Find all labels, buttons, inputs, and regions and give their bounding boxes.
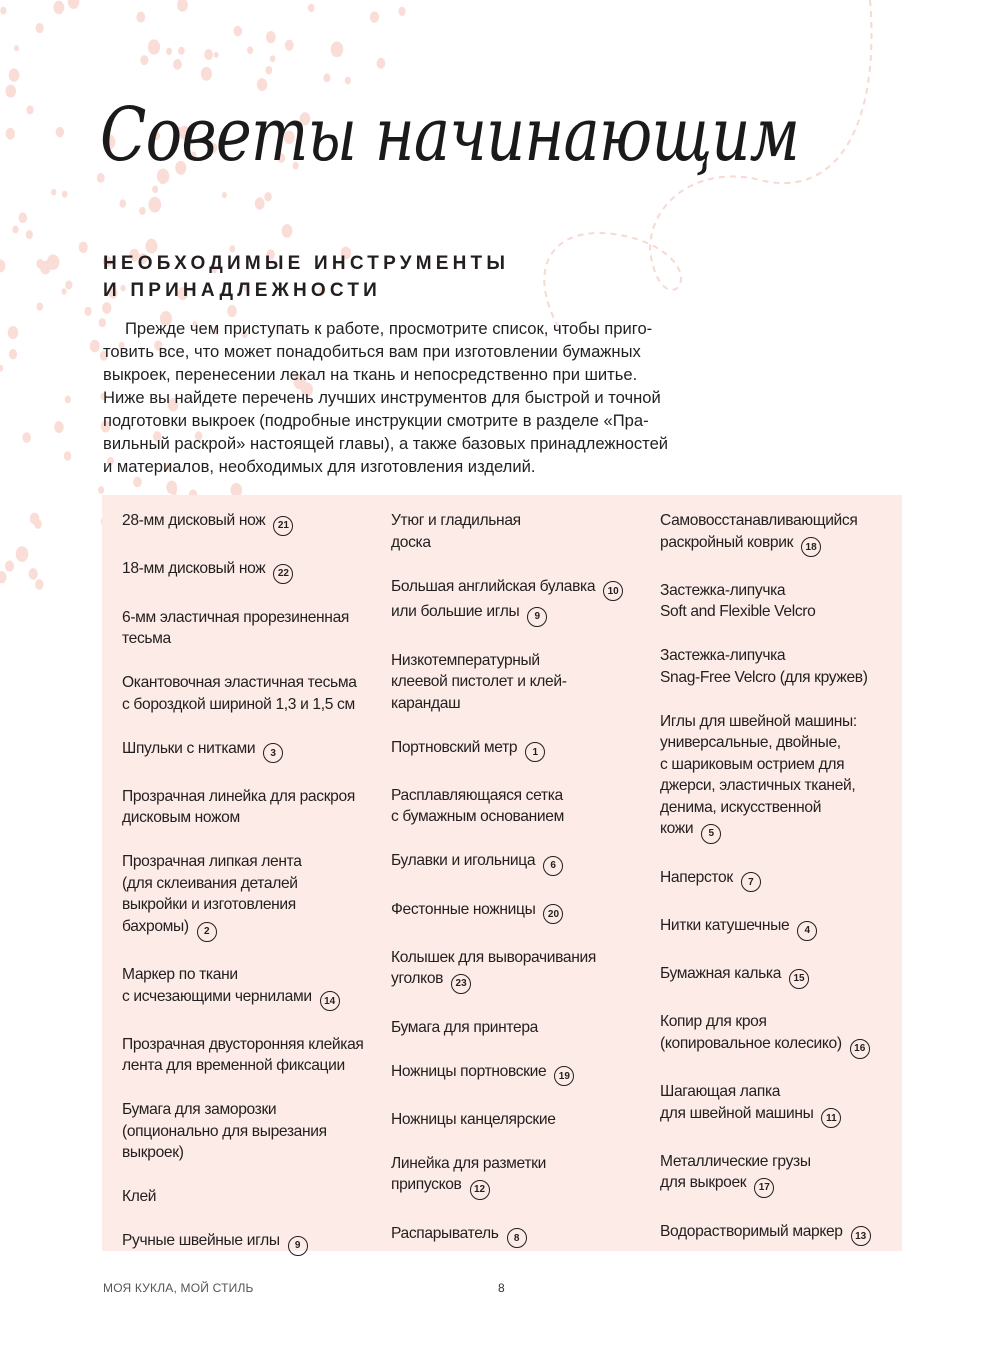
tool-item-text: Самовосстанавливающийся: [660, 512, 858, 529]
item-number-badge: 19: [554, 1066, 574, 1086]
tool-item-text: доска: [391, 533, 431, 551]
item-number-badge: 16: [850, 1039, 870, 1059]
decorative-dot: [133, 477, 141, 488]
decorative-dot: [265, 66, 272, 75]
decorative-dot: [61, 288, 66, 295]
decorative-dot: [214, 52, 219, 58]
decorative-dot: [257, 78, 267, 91]
tool-item-text: Низкотемпературный: [391, 651, 540, 669]
item-number-badge: 13: [851, 1226, 871, 1246]
decorative-dot: [0, 7, 6, 15]
item-number-badge: 21: [273, 516, 293, 536]
tool-item-text: 18-мм дисковый нож: [122, 560, 266, 578]
decorative-dot: [270, 55, 276, 62]
tool-list-item: [660, 510, 900, 557]
decorative-dot: [136, 12, 145, 23]
decorative-dot: [79, 242, 88, 254]
decorative-dot: [34, 519, 42, 528]
item-number-badge: 8: [507, 1228, 527, 1248]
tool-item-text: 6-мм эластичная прорезиненная: [122, 608, 349, 626]
intro-line: Ниже вы найдете перечень лучших инструментов для быстрой и точной: [103, 388, 661, 407]
decorative-dot: [331, 42, 344, 58]
page-title: Советы начинающим: [100, 92, 800, 178]
tool-item-text: припусков: [391, 1176, 462, 1194]
tool-item-text: (для склеивания деталей: [122, 874, 298, 892]
tool-list-item: [660, 1151, 900, 1198]
decorative-dot: [255, 197, 265, 209]
tool-list-item: [391, 510, 651, 553]
tool-item-text: Нитки катушечные: [660, 916, 790, 934]
tool-item-text: бахромы): [122, 917, 189, 935]
tool-list-item: [660, 645, 900, 688]
decorative-dot: [0, 571, 7, 583]
tool-item-text: выкроек): [122, 1144, 184, 1162]
tool-item-text: выкройки и изготовления: [122, 896, 296, 914]
tool-item-text: Иглы для швейной машины:: [660, 712, 857, 730]
decorative-dot: [26, 230, 33, 239]
tools-column-1: [122, 510, 382, 1256]
tool-list-item: [660, 580, 900, 623]
item-number-badge: 14: [320, 991, 340, 1011]
tool-list-item: [122, 1186, 382, 1208]
section-heading: [103, 250, 509, 304]
item-number-badge: 9: [527, 607, 547, 627]
decorative-dot: [9, 349, 17, 359]
tool-list-item: [660, 711, 900, 844]
decorative-dot: [266, 31, 276, 43]
decorative-dot: [56, 127, 64, 138]
item-number-badge: 22: [273, 564, 293, 584]
decorative-dot: [65, 396, 71, 404]
section-heading-line: И ПРИНАДЛЕЖНОСТИ: [103, 280, 381, 301]
tools-column-3: [660, 510, 900, 1246]
item-number-badge: 6: [543, 856, 563, 876]
tool-item-text: дисковым ножом: [122, 809, 240, 827]
item-number-badge: 18: [801, 537, 821, 557]
decorative-dot: [9, 68, 20, 81]
tool-list-item: [122, 738, 382, 764]
tool-list-item: [660, 1081, 900, 1128]
tool-item-text: Застежка-липучка: [660, 647, 786, 665]
item-number-badge: 3: [263, 743, 283, 763]
item-number-badge: 12: [470, 1180, 490, 1200]
tool-item-text: Бумага для заморозки: [122, 1101, 277, 1119]
tools-column-2: [391, 510, 651, 1248]
tool-item-text: уголков: [391, 970, 444, 988]
tool-list-item: [122, 672, 382, 715]
decorative-dot: [152, 44, 158, 51]
tool-item-text: с исчезающими чернилами: [122, 987, 312, 1005]
tool-item-text: с бумажным основанием: [391, 808, 564, 826]
tool-item-text: универсальные, двойные,: [660, 734, 841, 752]
item-number-badge: 1: [525, 742, 545, 762]
tool-item-text: Ножницы канцелярские: [391, 1110, 556, 1128]
decorative-dot: [84, 307, 91, 316]
tool-item-text: Линейка для разметки: [391, 1154, 546, 1172]
tool-item-text: для выкроек: [660, 1174, 747, 1192]
item-number-badge: 4: [797, 921, 817, 941]
decorative-dot: [222, 192, 227, 198]
tool-item-text: раскройный коврик: [660, 533, 794, 551]
tool-item-text: карандаш: [391, 694, 461, 712]
tool-list-item: [391, 1017, 651, 1039]
tool-item-text: лента для временной фиксации: [122, 1057, 345, 1075]
intro-line: подготовки выкроек (подробные инструкции смотрите в разделе «Пра-: [103, 411, 649, 430]
footer-book-title: МОЯ КУКЛА, МОЙ СТИЛЬ: [103, 1281, 254, 1295]
decorative-dot: [36, 259, 44, 269]
section-heading-line: НЕОБХОДИМЫЕ ИНСТРУМЕНТЫ: [103, 253, 510, 274]
tool-item-text: Утюг и гладильная: [391, 512, 521, 529]
tool-list-item: [391, 785, 651, 828]
decorative-dot: [177, 0, 188, 12]
decorative-dot: [5, 561, 14, 572]
decorative-dot: [173, 59, 182, 70]
tool-list-item: [122, 851, 382, 941]
tool-item-text: Фестонные ножницы: [391, 900, 536, 918]
tool-item-text: Маркер по ткани: [122, 966, 238, 983]
item-number-badge: 17: [754, 1178, 774, 1198]
intro-paragraph: [103, 317, 693, 478]
tool-item-text: Прозрачная липкая лента: [122, 853, 302, 871]
tool-item-text: (опционально для вырезания: [122, 1122, 327, 1140]
decorative-dot: [264, 192, 271, 201]
tool-list-item: [391, 947, 651, 994]
tool-item-text: Ручные швейные иглы: [122, 1232, 280, 1250]
tool-item-text: тесьма: [122, 630, 171, 647]
decorative-dot: [8, 326, 18, 339]
tool-item-text: Копир для кроя: [660, 1013, 767, 1031]
decorative-dot: [29, 568, 38, 580]
decorative-dot: [6, 128, 15, 140]
tool-list-item: [391, 650, 651, 715]
tools-list-box: [102, 495, 902, 1251]
decorative-dot: [152, 186, 158, 194]
decorative-dot: [16, 546, 29, 562]
decorative-dot: [68, 0, 80, 9]
tool-list-item: [660, 1011, 900, 1058]
tool-list-item: [122, 607, 382, 650]
item-number-badge: 11: [821, 1108, 841, 1128]
item-number-badge: 5: [701, 824, 721, 844]
decorative-dot: [51, 189, 56, 196]
decorative-dot: [6, 85, 16, 98]
tool-list-item: [122, 1099, 382, 1164]
tool-item-text: Металлические грузы: [660, 1152, 811, 1170]
tool-item-text: Клей: [122, 1188, 157, 1206]
tool-item-text: Шпульки с нитками: [122, 739, 256, 757]
tool-list-item: [122, 1230, 382, 1256]
tool-item-text: Окантовочная эластичная тесьма: [122, 674, 357, 691]
tool-item-text: Шагающая лапка: [660, 1083, 781, 1100]
decorative-dot: [64, 451, 72, 461]
decorative-dot: [282, 224, 293, 238]
tool-list-item: [122, 558, 382, 584]
tool-item-text: Прозрачная двусторонняя клейкая: [122, 1035, 364, 1053]
tool-item-text: с бороздкой шириной 1,3 и 1,5 см: [122, 695, 355, 713]
tool-list-item: [391, 899, 651, 925]
decorative-dot: [227, 305, 237, 317]
decorative-dot: [22, 432, 30, 443]
intro-line: выкроек, перенесении лекал на ткань и непосредственно при шитье.: [103, 365, 638, 384]
tool-list-item: [122, 1034, 382, 1077]
item-number-badge: 9: [288, 1236, 308, 1256]
tool-list-item: [391, 850, 651, 876]
tool-item-text: кожи: [660, 820, 694, 838]
tool-item-text: Колышек для выворачивания: [391, 948, 596, 966]
intro-line: и материалов, необходимых для изготовления изделий.: [103, 457, 536, 476]
tool-list-item: [391, 576, 651, 628]
decorative-dot: [204, 49, 213, 60]
tool-list-item: [660, 915, 900, 941]
decorative-dot: [35, 579, 43, 590]
tool-item-text: Булавки и игольница: [391, 852, 536, 870]
decorative-dot: [178, 47, 184, 55]
tool-item-text: 28-мм дисковый нож: [122, 512, 266, 529]
tool-list-item: [391, 1223, 651, 1249]
tool-item-text: Ножницы портновские: [391, 1062, 547, 1080]
tool-list-item: [391, 1061, 651, 1087]
decorative-dot: [65, 280, 72, 289]
decorative-dot: [166, 48, 172, 55]
item-number-badge: 10: [603, 581, 623, 601]
tool-item-text: Большая английская булавка: [391, 577, 596, 595]
decorative-dot: [18, 212, 27, 223]
decorative-dot: [98, 486, 104, 494]
intro-line: вильный раскрой» настоящей главы), а также базовых принадлежностей: [103, 434, 669, 453]
decorative-dot: [201, 67, 212, 81]
page-number: 8: [498, 1281, 505, 1295]
intro-line: товить все, что может понадобиться вам при изготовлении бумажных: [103, 342, 641, 361]
tool-item-text: для швейной машины: [660, 1104, 814, 1122]
tool-item-text: Бумага для принтера: [391, 1018, 539, 1036]
decorative-dot: [36, 23, 44, 33]
decorative-dot: [285, 40, 294, 51]
tool-item-text: или большие иглы: [391, 603, 520, 621]
tool-item-text: клеевой пистолет и клей-: [391, 673, 567, 690]
decorative-dot: [166, 481, 177, 494]
tool-list-item: [391, 1109, 651, 1131]
intro-line: Прежде чем приступать к работе, просмотрите список, чтобы приго-: [125, 319, 653, 338]
decorative-dot: [139, 207, 146, 215]
decorative-dot: [0, 365, 3, 372]
tool-list-item: [122, 786, 382, 829]
decorative-dot: [345, 77, 351, 85]
decorative-dot: [119, 199, 126, 207]
tool-item-text: (копировальное колесико): [660, 1034, 842, 1052]
decorative-dot: [36, 302, 43, 310]
tool-item-text: Портновский метр: [391, 738, 518, 756]
item-number-badge: 23: [451, 974, 471, 994]
tool-item-text: Прозрачная линейка для раскроя: [122, 787, 355, 805]
tool-list-item: [391, 737, 651, 763]
tool-item-text: Бумажная калька: [660, 965, 782, 982]
decorative-dot: [62, 191, 68, 198]
tool-list-item: [660, 867, 900, 893]
tool-item-text: Snag-Free Velcro (для кружев): [660, 668, 868, 686]
decorative-dot: [90, 340, 100, 353]
tool-item-text: с шариковым острием для: [660, 755, 845, 773]
decorative-dot: [26, 105, 33, 114]
decorative-dot: [323, 73, 330, 82]
decorative-dot: [53, 1, 64, 14]
decorative-dot: [54, 421, 64, 433]
tool-item-text: Расплавляющаяся сетка: [391, 786, 563, 804]
tool-item-text: Распарыватель: [391, 1224, 499, 1242]
decorative-dot: [0, 259, 5, 272]
decorative-dot: [148, 197, 161, 213]
item-number-badge: 20: [543, 904, 563, 924]
decorative-dot: [14, 45, 19, 51]
decorative-dot: [12, 226, 18, 234]
tool-list-item: [660, 963, 900, 989]
tool-list-item: [660, 1221, 900, 1247]
decorative-dot: [377, 58, 386, 69]
tool-item-text: Наперсток: [660, 868, 733, 886]
tool-list-item: [122, 510, 382, 536]
tool-list-item: [122, 964, 382, 1011]
tool-item-text: денима, искусственной: [660, 798, 822, 816]
decorative-dot: [234, 26, 243, 37]
item-number-badge: 7: [741, 872, 761, 892]
item-number-badge: 15: [789, 969, 809, 989]
tool-item-text: Застежка-липучка: [660, 581, 786, 599]
tool-item-text: джерси, эластичных тканей,: [660, 777, 856, 795]
tool-item-text: Soft and Flexible Velcro: [660, 603, 816, 621]
item-number-badge: 2: [197, 922, 217, 942]
decorative-dot: [140, 55, 148, 65]
tool-item-text: Водорастворимый маркер: [660, 1222, 843, 1240]
decorative-dot: [308, 4, 315, 12]
decorative-dot: [247, 46, 253, 54]
decorative-dot: [370, 11, 379, 22]
decorative-dot: [398, 7, 405, 16]
tool-list-item: [391, 1153, 651, 1200]
